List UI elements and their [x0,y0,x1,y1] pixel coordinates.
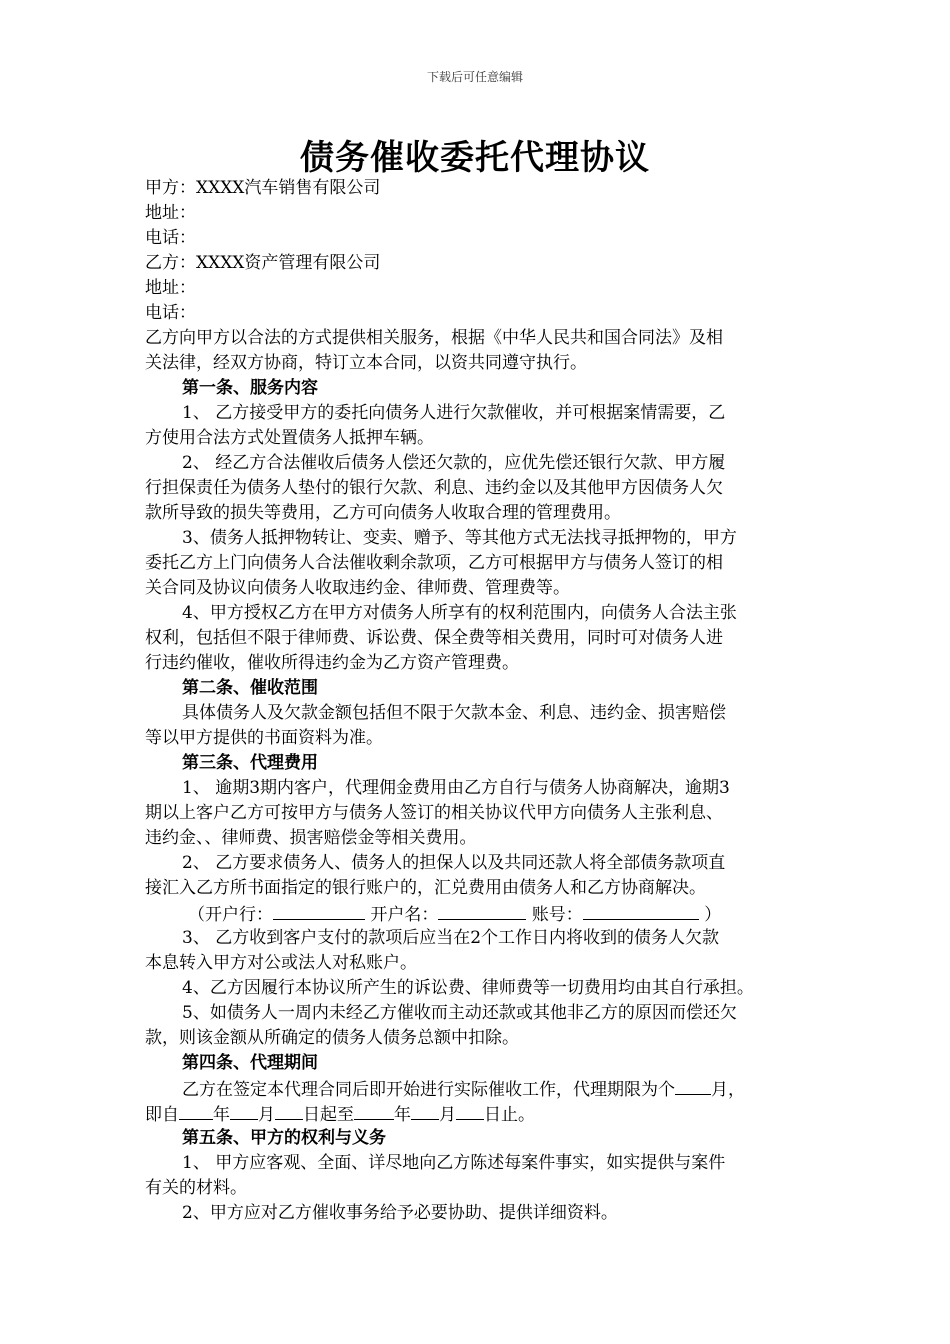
agency-term-text: 乙方在签定本代理合同后即开始进行实际催收工作，代理期限为个 [182,1080,675,1100]
start-month-blank [230,1101,258,1120]
start-year-blank [179,1101,213,1120]
article-5-p1-line: 有关的材料。 [145,1178,247,1198]
article-1-p4-line: 权利，包括但不限于律师费、诉讼费、保全费等相关费用，同时可对债务人进 [145,628,723,648]
account-name-label: 开户名： [370,905,439,925]
article-3-p2-line: 接汇入乙方所书面指定的银行账户的，汇兑费用由债务人和乙方协商解决。 [145,878,706,898]
article-3-p5-line: 款，则该金额从所确定的债务人债务总额中扣除。 [145,1028,519,1048]
date-end-label: 日止。 [484,1105,535,1125]
article-3-p3-line: 3、 乙方收到客户支付的款项后应当在2个工作日内将收到的债务人欠款 [182,928,720,948]
article-3-p3-line: 本息转入甲方对公或法人对私账户。 [145,953,417,973]
bank-name-blank [273,901,365,920]
article-2-p1-line: 具体债务人及欠款金额包括但不限于欠款本金、利息、违约金、损害赔偿 [182,703,726,723]
year-label: 年 [394,1105,411,1125]
article-1-heading: 第一条、服务内容 [182,378,318,398]
article-4-p1-line [145,1076,810,1101]
party-a-phone: 电话： [145,228,196,248]
month-label: 月 [439,1105,456,1125]
article-1-p1-line: 方使用合法方式处置债务人抵押车辆。 [145,428,434,448]
account-number-label: 账号： [531,905,583,925]
article-1-p3-line: 关合同及协议向债务人收取违约金、律师费、管理费等。 [145,578,570,598]
account-name-blank [438,901,526,920]
document-body [145,176,810,1226]
article-2-heading: 第二条、催收范围 [182,678,318,698]
article-1-p3-line: 委托乙方上门向债务人合法催收剩余款项，乙方可根据甲方与债务人签订的相 [145,553,723,573]
end-day-blank [456,1101,484,1120]
party-b-name: 乙方：XXXX资产管理有限公司 [145,253,381,273]
article-4-date-line [145,1101,810,1126]
date-from-label: 即自 [145,1105,179,1125]
article-4-heading: 第四条、代理期间 [182,1053,318,1073]
date-to-label: 日起至 [303,1105,354,1125]
party-b-address: 地址： [145,278,196,298]
bank-info-line [145,901,810,926]
end-year-blank [354,1101,394,1120]
article-3-p1-line: 期以上客户乙方可按甲方与债务人签订的相关协议代甲方向债务人主张利息、 [145,803,723,823]
article-1-p3-line: 3、债务人抵押物转让、变卖、赠予、等其他方式无法找寻抵押物的，甲方 [182,528,737,548]
article-3-p1-line: 1、 逾期3期内客户，代理佣金费用由乙方自行与债务人协商解决，逾期3 [182,778,730,798]
start-day-blank [275,1101,303,1120]
header-note: 下载后可任意编辑 [426,70,523,84]
article-3-p4-line: 4、乙方因履行本协议所产生的诉讼费、律师费等一切费用均由其自行承担。 [182,978,754,998]
article-1-p4-line: 行违约催收，催收所得违约金为乙方资产管理费。 [145,653,519,673]
article-5-p1-line: 1、 甲方应客观、全面、详尽地向乙方陈述每案件事实，如实提供与案件 [182,1153,726,1173]
document-title: 债务催收委托代理协议 [300,138,650,178]
article-1-p4-line: 4、甲方授权乙方在甲方对债务人所享有的权利范围内，向债务人合法主张 [182,603,737,623]
article-1-p2-line: 2、 经乙方合法催收后债务人偿还欠款的，应优先偿还银行欠款、甲方履 [182,453,726,473]
agency-term-blank [675,1076,711,1095]
article-5-heading: 第五条、甲方的权利与义务 [182,1128,386,1148]
article-3-p2-line: 2、 乙方要求债务人、债务人的担保人以及共同还款人将全部债务款项直 [182,853,726,873]
agency-term-unit: 月， [711,1080,745,1100]
bank-close-label: ） [704,905,722,925]
article-3-p5-line: 5、如债务人一周内未经乙方催收而主动还款或其他非乙方的原因而偿还欠 [182,1003,737,1023]
account-number-blank [583,901,699,920]
article-5-p2-line: 2、甲方应对乙方催收事务给予必要协助、提供详细资料。 [182,1203,618,1223]
article-1-p2-line: 行担保责任为债务人垫付的银行欠款、利息、违约金以及其他甲方因债务人欠 [145,478,723,498]
party-a-name: 甲方：XXXX汽车销售有限公司 [145,178,381,198]
intro-line: 关法律，经双方协商，特订立本合同，以资共同遵守执行。 [145,353,587,373]
article-1-p1-line: 1、 乙方接受甲方的委托向债务人进行欠款催收，并可根据案情需要，乙 [182,403,726,423]
intro-line: 乙方向甲方以合法的方式提供相关服务，根据《中华人民共和国合同法》及相 [145,328,723,348]
end-month-blank [411,1101,439,1120]
year-label: 年 [213,1105,230,1125]
party-b-phone: 电话： [145,303,196,323]
party-a-address: 地址： [145,203,196,223]
bank-open-label: （开户行： [188,905,273,925]
article-2-p1-line: 等以甲方提供的书面资料为准。 [145,728,383,748]
article-3-p1-line: 违约金、、律师费、损害赔偿金等相关费用。 [145,828,477,848]
intro-paragraph [145,326,810,376]
article-3-heading: 第三条、代理费用 [182,753,318,773]
article-1-p2-line: 款所导致的损失等费用，乙方可向债务人收取合理的管理费用。 [145,503,621,523]
month-label: 月 [258,1105,275,1125]
